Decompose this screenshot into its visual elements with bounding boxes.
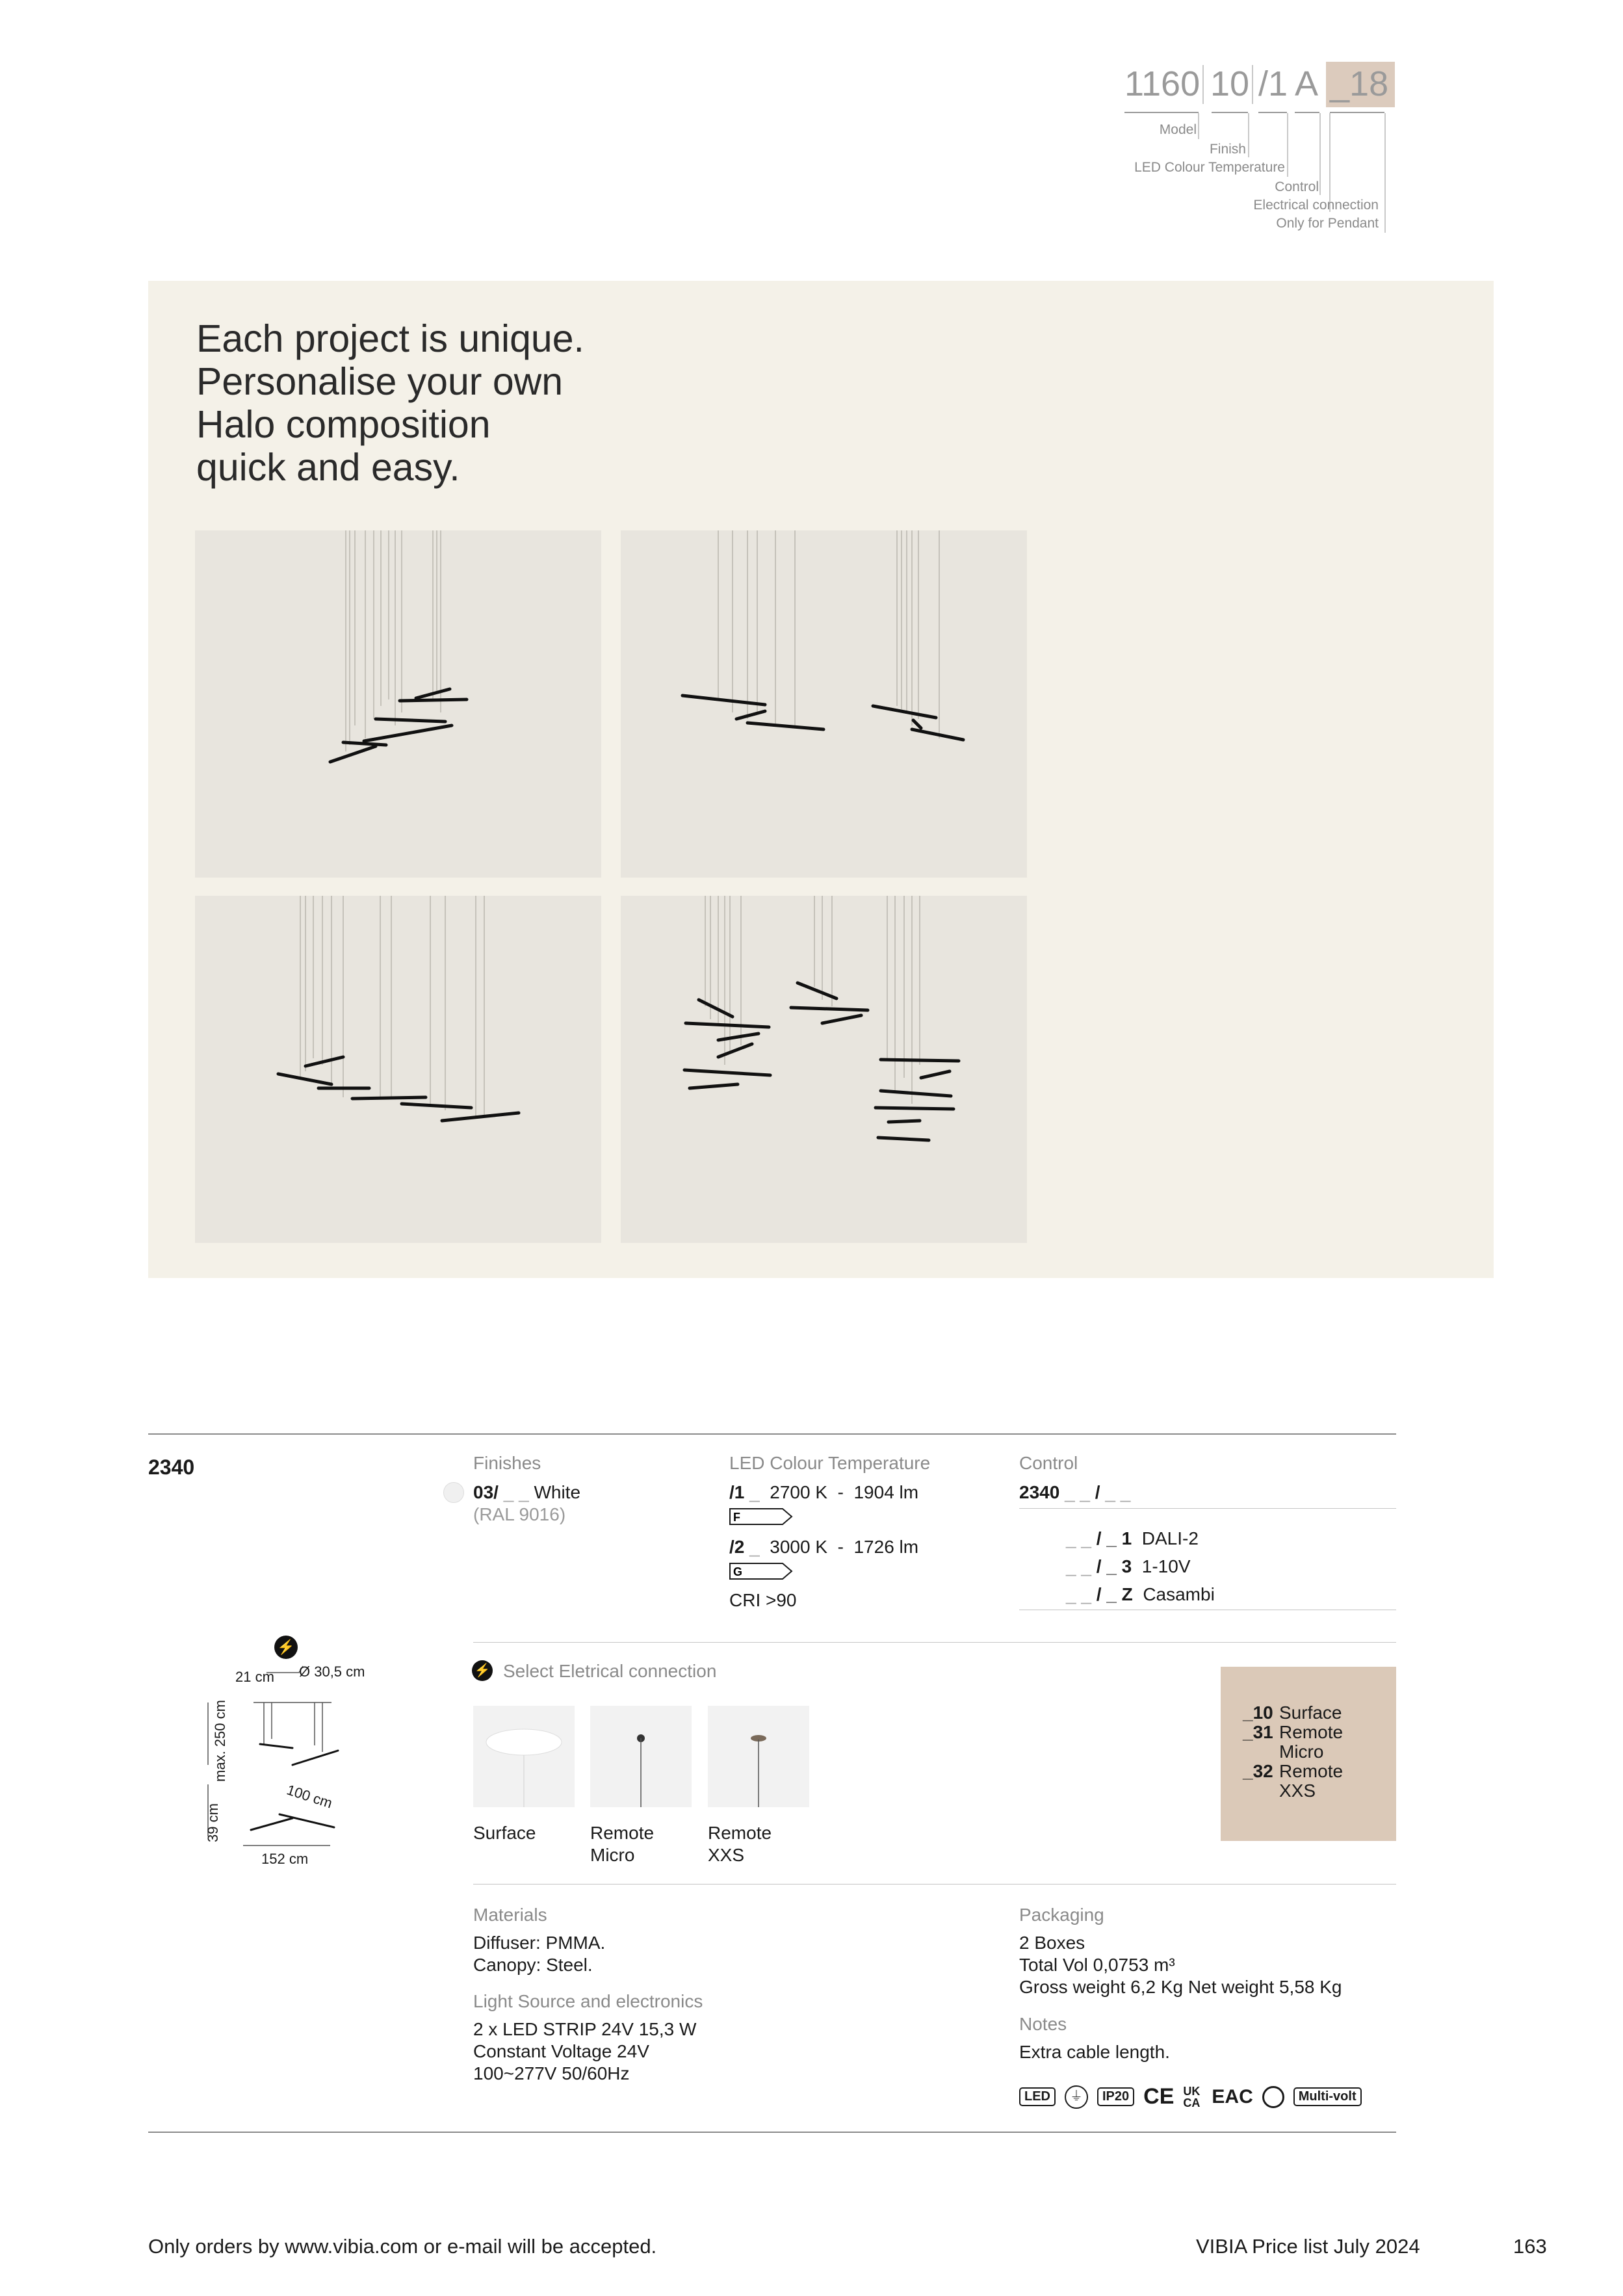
materials-label: Materials bbox=[473, 1905, 547, 1925]
packaging-line: Gross weight 6,2 Kg Net weight 5,58 Kg bbox=[1019, 1977, 1342, 1997]
code-connection: _18 bbox=[1330, 64, 1389, 103]
control-option-code: _ 3 bbox=[1106, 1556, 1132, 1576]
caption-line: Remote bbox=[590, 1823, 655, 1843]
composition-illustration bbox=[195, 896, 601, 1243]
led-code: /2 bbox=[729, 1537, 745, 1557]
caption-line: XXS bbox=[708, 1845, 745, 1865]
led-lumen: 1904 lm bbox=[853, 1482, 919, 1502]
control-blank: _ _ bbox=[1065, 1482, 1091, 1502]
led-sep: - bbox=[837, 1537, 844, 1557]
code-led: /1 bbox=[1258, 64, 1288, 103]
control-option-dali[interactable] bbox=[1066, 1528, 1199, 1550]
certification-icons bbox=[1019, 2084, 1371, 2109]
packaging-text bbox=[1019, 1932, 1342, 1998]
composition-illustration bbox=[621, 530, 1027, 878]
control-option-slash: / bbox=[1096, 1528, 1102, 1548]
led-label: LED Colour Temperature bbox=[729, 1453, 931, 1473]
dim-width: 21 cm bbox=[235, 1669, 274, 1685]
composition-image-2 bbox=[621, 530, 1027, 878]
section-divider-bottom bbox=[148, 2132, 1396, 2133]
connection-code-name: Remote bbox=[1279, 1761, 1344, 1781]
control-option-name: Casambi bbox=[1143, 1584, 1215, 1604]
ip-rating-icon: IP20 bbox=[1097, 2087, 1134, 2106]
control-slash: / bbox=[1095, 1482, 1100, 1502]
finish-option[interactable] bbox=[473, 1481, 580, 1504]
ukca-mark-icon: UK CA bbox=[1183, 2084, 1201, 2109]
light-source-label: Light Source and electronics bbox=[473, 1991, 703, 2011]
code-finish: 10 bbox=[1210, 64, 1250, 103]
control-option-prefix: _ _ bbox=[1066, 1556, 1091, 1576]
multi-volt-icon: Multi-volt bbox=[1293, 2087, 1362, 2106]
notes-text: Extra cable length. bbox=[1019, 2042, 1170, 2062]
control-blank: _ _ bbox=[1105, 1482, 1131, 1502]
materials-line: Diffuser: PMMA. bbox=[473, 1933, 606, 1953]
code-model: 1160 bbox=[1124, 64, 1201, 103]
led-blank: _ bbox=[749, 1537, 760, 1557]
connection-code-name: Surface bbox=[1279, 1702, 1342, 1723]
class-one-icon: ⏚ bbox=[1065, 2085, 1088, 2109]
dimmable-icon bbox=[1262, 2086, 1284, 2108]
packaging-line: Total Vol 0,0753 m³ bbox=[1019, 1955, 1175, 1975]
led-temp: 2700 K bbox=[770, 1482, 828, 1502]
dim-span: 152 cm bbox=[261, 1851, 309, 1867]
materials-line: Canopy: Steel. bbox=[473, 1955, 593, 1975]
connection-code-name: XXS bbox=[1279, 1781, 1316, 1801]
composition-image-1 bbox=[195, 530, 601, 878]
control-option-prefix: _ _ bbox=[1066, 1584, 1091, 1604]
control-option-name: DALI-2 bbox=[1141, 1528, 1199, 1548]
energy-class-text: G bbox=[733, 1565, 743, 1578]
page-number: 163 bbox=[1513, 2235, 1547, 2258]
key-control: Control bbox=[1275, 179, 1319, 194]
key-pendant: Only for Pendant bbox=[1276, 216, 1379, 231]
materials-text bbox=[473, 1932, 605, 1976]
headline-line: Each project is unique. bbox=[196, 317, 584, 360]
composition-illustration bbox=[621, 896, 1027, 1243]
light-source-text bbox=[473, 2018, 696, 2085]
eac-mark-icon: EAC bbox=[1212, 2085, 1253, 2107]
option-caption-remote-micro bbox=[590, 1822, 654, 1866]
energy-class-badge-g bbox=[729, 1563, 794, 1583]
connection-code-name: Remote bbox=[1279, 1722, 1344, 1742]
footer-order-note: Only orders by www.vibia.com or e-mail will be accepted. bbox=[148, 2235, 657, 2258]
control-option-slash: / bbox=[1096, 1556, 1102, 1576]
control-option-code: _ Z bbox=[1106, 1584, 1133, 1604]
led-code: /1 bbox=[729, 1482, 745, 1502]
caption-line: Micro bbox=[590, 1845, 635, 1865]
connection-codes-box bbox=[1221, 1667, 1396, 1841]
composition-image-4 bbox=[621, 896, 1027, 1243]
footer-brand: VIBIA Price list July 2024 bbox=[1196, 2235, 1420, 2258]
cri-value: CRI >90 bbox=[729, 1590, 797, 1610]
led-option-2[interactable] bbox=[729, 1536, 918, 1558]
divider bbox=[1019, 1508, 1396, 1509]
headline-line: Halo composition bbox=[196, 403, 491, 446]
light-source-line: 100~277V 50/60Hz bbox=[473, 2063, 630, 2083]
connection-code: _10 bbox=[1243, 1702, 1273, 1723]
electrical-connection-icon: ⚡ bbox=[274, 1636, 298, 1659]
control-option-slash: / bbox=[1096, 1584, 1102, 1604]
connection-code: _31 bbox=[1243, 1722, 1273, 1742]
finish-swatch bbox=[443, 1482, 464, 1503]
led-option-1[interactable] bbox=[729, 1481, 918, 1504]
led-sep: - bbox=[837, 1482, 844, 1502]
control-option-code: _ 1 bbox=[1106, 1528, 1132, 1548]
option-caption-remote-xxs bbox=[708, 1822, 772, 1866]
finish-blank: _ _ bbox=[503, 1482, 529, 1502]
section-divider-top bbox=[148, 1433, 1396, 1435]
composition-image-3 bbox=[195, 896, 601, 1243]
hero-headline bbox=[196, 317, 584, 489]
led-temp: 3000 K bbox=[770, 1537, 828, 1557]
code-control: A bbox=[1295, 64, 1319, 103]
dim-canopy: Ø 30,5 cm bbox=[299, 1663, 365, 1680]
key-led: LED Colour Temperature bbox=[1134, 160, 1285, 175]
connection-code-name: Micro bbox=[1279, 1742, 1324, 1762]
electrical-connection-icon: ⚡ bbox=[472, 1660, 493, 1681]
caption-line: Remote bbox=[708, 1823, 772, 1843]
control-code-line bbox=[1019, 1481, 1130, 1504]
led-blank: _ bbox=[749, 1482, 760, 1502]
headline-line: Personalise your own bbox=[196, 360, 564, 403]
dim-depth: 39 cm bbox=[204, 1803, 221, 1842]
connection-codes bbox=[1243, 1703, 1343, 1801]
control-base-code: 2340 bbox=[1019, 1482, 1060, 1502]
finish-name: White bbox=[534, 1482, 581, 1502]
dim-length: 100 cm bbox=[285, 1781, 335, 1812]
control-option-name: 1-10V bbox=[1141, 1556, 1191, 1576]
control-option-casambi[interactable] bbox=[1066, 1584, 1215, 1606]
packaging-label: Packaging bbox=[1019, 1905, 1104, 1925]
finish-code: 03/ bbox=[473, 1482, 499, 1502]
light-source-line: Constant Voltage 24V bbox=[473, 2041, 649, 2061]
finish-ral: (RAL 9016) bbox=[473, 1504, 566, 1524]
divider bbox=[473, 1642, 1396, 1643]
surface-canopy-image[interactable] bbox=[473, 1706, 575, 1807]
product-code: 2340 bbox=[148, 1455, 195, 1479]
light-source-line: 2 x LED STRIP 24V 15,3 W bbox=[473, 2019, 697, 2039]
connection-code: _32 bbox=[1243, 1761, 1273, 1781]
ce-mark-icon: CE bbox=[1143, 2084, 1175, 2109]
divider bbox=[473, 1884, 1396, 1885]
control-option-prefix: _ _ bbox=[1066, 1528, 1091, 1548]
headline-line: quick and easy. bbox=[196, 446, 460, 489]
option-caption-surface bbox=[473, 1822, 536, 1844]
finishes-label: Finishes bbox=[473, 1453, 541, 1473]
led-icon: LED bbox=[1019, 2087, 1056, 2106]
key-finish: Finish bbox=[1209, 142, 1246, 157]
packaging-line: 2 Boxes bbox=[1019, 1933, 1085, 1953]
energy-class-text: F bbox=[733, 1511, 740, 1524]
led-lumen: 1726 lm bbox=[853, 1537, 919, 1557]
caption-line: Surface bbox=[473, 1823, 536, 1843]
dim-max-height: max. 250 cm bbox=[211, 1700, 228, 1782]
remote-xxs-image[interactable] bbox=[708, 1706, 809, 1807]
notes-label: Notes bbox=[1019, 2014, 1067, 2034]
remote-micro-image[interactable] bbox=[590, 1706, 692, 1807]
key-connection: Electrical connection bbox=[1253, 198, 1379, 213]
dimension-drawing bbox=[195, 1661, 390, 1875]
control-option-1-10v[interactable] bbox=[1066, 1556, 1191, 1578]
energy-class-badge-f bbox=[729, 1508, 794, 1528]
control-label: Control bbox=[1019, 1453, 1078, 1473]
key-model: Model bbox=[1159, 122, 1197, 137]
composition-illustration bbox=[195, 530, 601, 878]
electrical-connection-title: Select Eletrical connection bbox=[503, 1661, 717, 1681]
